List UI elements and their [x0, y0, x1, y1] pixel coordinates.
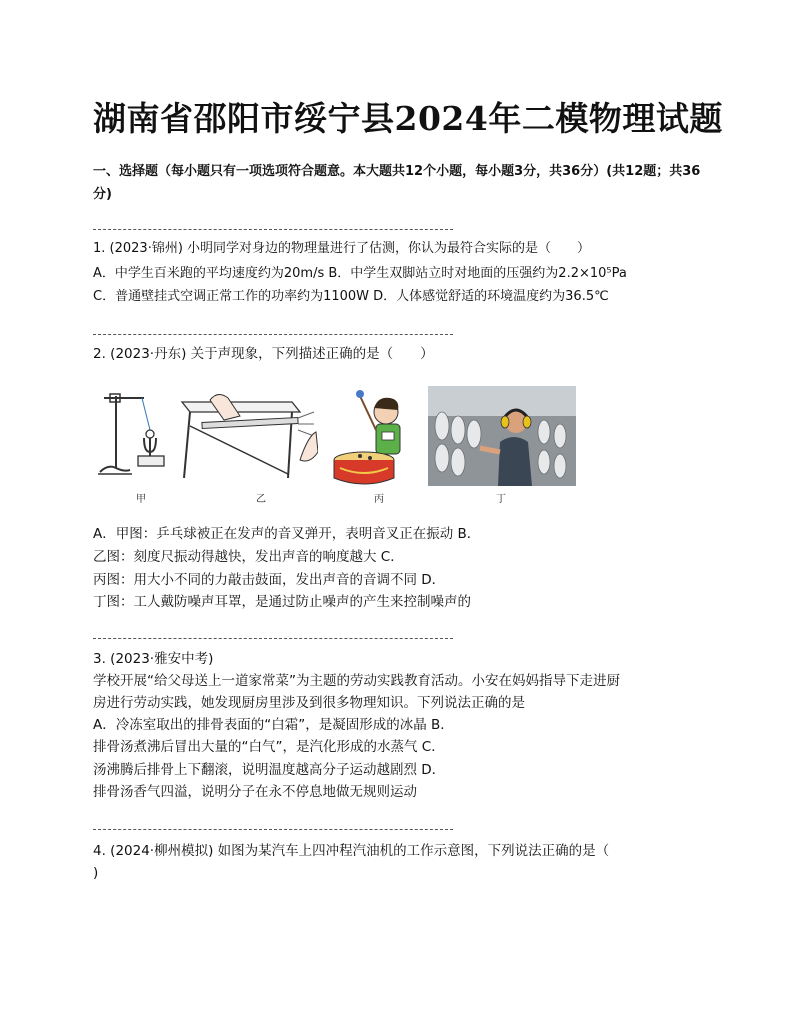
q2-option-line: 丁图：工人戴防噪声耳罩，是通过防止噪声的产生来控制噪声的: [93, 594, 471, 610]
q3-option-line: A．冷冻室取出的排骨表面的“白霜”，是凝固形成的冰晶 B．: [93, 717, 454, 733]
question-divider: [93, 334, 453, 335]
figure-caption-yi: 乙: [256, 494, 266, 505]
q3-stem: 3. (2023·雅安中考): [93, 651, 214, 667]
page-title: 湖南省邵阳市绥宁县2024年二模物理试题: [93, 99, 723, 138]
q2-stem: 2. (2023·丹东) 关于声现象，下列描述正确的是（ ）: [93, 346, 434, 362]
vibrating-ruler-figure: [180, 386, 318, 478]
section-heading: 一、选择题（每小题只有一项选项符合题意。本大题共12个小题，每小题3分，共36分）(共12题；共36分): [93, 164, 701, 202]
factory-worker-photo: [428, 386, 576, 486]
q2-option-line: 丙图：用大小不同的力敲击鼓面，发出声音的音调不同 D．: [93, 572, 446, 588]
drum-figure: [330, 386, 422, 488]
q2-option-line: 乙图：刻度尺振动得越快，发出声音的响度越大 C．: [93, 549, 404, 565]
q2-option-line: A．甲图：乒乓球被正在发声的音叉弹开，表明音叉正在振动 B．: [93, 526, 481, 542]
q1-option-line-cd: C．普通壁挂式空调正常工作的功率约为1100W D．人体感觉舒适的环境温度约为36.5℃: [93, 289, 609, 304]
q3-text-line: 学校开展“给父母送上一道家常菜”为主题的劳动实践教育活动。小安在妈妈指导下走进厨: [93, 673, 620, 689]
figure-caption-ding: 丁: [496, 494, 506, 505]
q4-stem: 4. (2024·柳州模拟) 如图为某汽车上四冲程汽油机的工作示意图，下列说法正确的是（: [93, 843, 610, 859]
q2-figure-row: [98, 386, 588, 504]
question-divider: [93, 229, 453, 230]
q3-option-line: 排骨汤煮沸后冒出大量的“白气”，是汽化形成的水蒸气 C．: [93, 739, 445, 755]
q3-option-line: 汤沸腾后排骨上下翻滚，说明温度越高分子运动越剧烈 D．: [93, 762, 446, 778]
q3-option-line: 排骨汤香气四溢，说明分子在永不停息地做无规则运动: [93, 784, 417, 800]
figure-caption-bing: 丙: [374, 494, 384, 505]
question-divider: [93, 638, 453, 639]
tuning-fork-figure: [98, 386, 178, 478]
q1-stem: 1. (2023·锦州) 小明同学对身边的物理量进行了估测，你认为最符合实际的是（ ）: [93, 241, 591, 256]
q4-stem-continued: ): [93, 865, 99, 881]
question-divider: [93, 829, 453, 830]
q1-option-line-ab: A．中学生百米跑的平均速度约为20m/s B．中学生双脚站立时对地面的压强约为2.2×10⁵Pa: [93, 266, 627, 281]
figure-caption-jia: 甲: [136, 494, 146, 505]
q3-text-line: 房进行劳动实践，她发现厨房里涉及到很多物理知识。下列说法正确的是: [93, 695, 525, 711]
